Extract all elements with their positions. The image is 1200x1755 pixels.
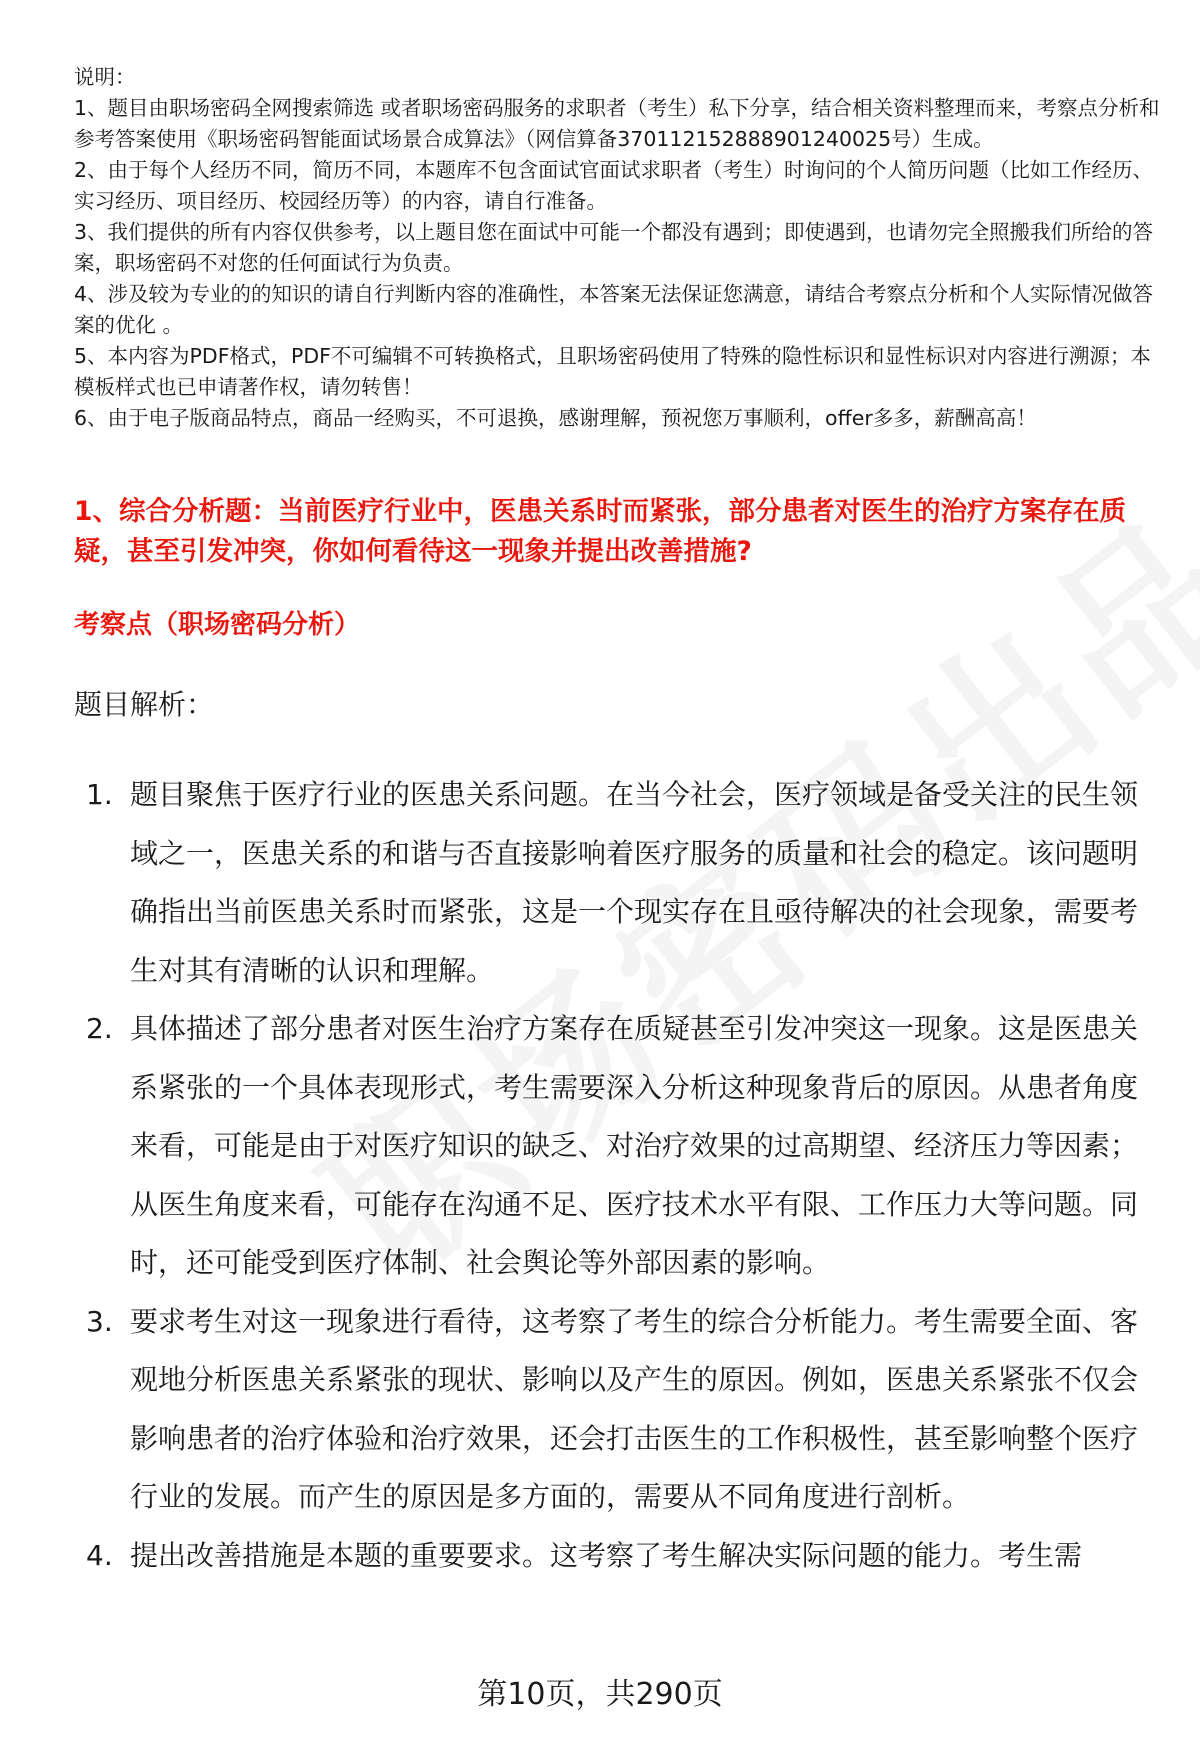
note-item: 1、题目由职场密码全网搜索筛选 或者职场密码服务的求职者（考生）私下分享，结合相关资料整理而来，考察点分析和参考答案使用《职场密码智能面试场景合成算法》（网信算备370112152888901240025号）生成。 <box>74 96 1160 151</box>
item-text: 具体描述了部分患者对医生治疗方案存在质疑甚至引发冲突这一现象。这是医患关系紧张的一个具体表现形式，考生需要深入分析这种现象背后的原因。从患者角度来看，可能是由于对医疗知识的缺乏、对治疗效果的过高期望、经济压力等因素；从医生角度来看，可能存在沟通不足、医疗技术水平有限、工作压力大等问题。同时，还可能受到医疗体制、社会舆论等外部因素的影响。 <box>130 1012 1139 1279</box>
item-text: 提出改善措施是本题的重要要求。这考察了考生解决实际问题的能力。考生需 <box>130 1538 1083 1572</box>
note-item: 5、本内容为PDF格式，PDF不可编辑不可转换格式，且职场密码使用了特殊的隐性标识和显性标识对内容进行溯源；本模板样式也已申请著作权，请勿转售！ <box>74 344 1151 399</box>
page-number: 第10页，共290页 <box>477 1677 723 1712</box>
analysis-list <box>74 766 1154 1585</box>
notes-heading: 说明： <box>74 65 136 89</box>
note-item: 2、由于每个人经历不同，简历不同，本题库不包含面试官面试求职者（考生）时询问的个人简历问题（比如工作经历、实习经历、项目经历、校园经历等）的内容，请自行准备。 <box>74 158 1154 213</box>
item-number: 1. <box>86 778 113 811</box>
note-item: 3、我们提供的所有内容仅供参考，以上题目您在面试中可能一个都没有遇到；即使遇到，也请勿完全照搬我们所给的答案，职场密码不对您的任何面试行为负责。 <box>74 220 1154 275</box>
item-text: 要求考生对这一现象进行看待，这考察了考生的综合分析能力。考生需要全面、客观地分析医患关系紧张的现状、影响以及产生的原因。例如，医患关系紧张不仅会影响患者的治疗体验和治疗效果，还会打击医生的工作积极性，甚至影响整个医疗行业的发展。而产生的原因是多方面的，需要从不同角度进行剖析。 <box>130 1304 1139 1513</box>
question-title: 1、综合分析题：当前医疗行业中，医患关系时而紧张，部分患者对医生的治疗方案存在质疑，甚至引发冲突，你如何看待这一现象并提出改善措施? <box>74 496 1126 567</box>
list-item <box>74 1000 1154 1293</box>
disclaimer-notes <box>74 62 1164 434</box>
list-item <box>74 1527 1154 1586</box>
analysis-label: 题目解析： <box>74 688 215 721</box>
list-item <box>74 1293 1154 1527</box>
note-item: 4、涉及较为专业的的知识的请自行判断内容的准确性，本答案无法保证您满意，请结合考察点分析和个人实际情况做答案的优化 。 <box>74 282 1154 337</box>
section-title: 考察点（职场密码分析） <box>74 610 361 640</box>
item-number: 2. <box>86 1012 113 1045</box>
item-number: 4. <box>86 1538 113 1572</box>
item-number: 3. <box>86 1304 113 1338</box>
list-item <box>74 766 1154 1000</box>
item-text: 题目聚焦于医疗行业的医患关系问题。在当今社会，医疗领域是备受关注的民生领域之一，医患关系的和谐与否直接影响着医疗服务的质量和社会的稳定。该问题明确指出当前医患关系时而紧张，这是一个现实存在且亟待解决的社会现象，需要考生对其有清晰的认识和理解。 <box>130 778 1139 987</box>
note-item: 6、由于电子版商品特点，商品一经购买，不可退换，感谢理解，预祝您万事顺利，offer多多，薪酬高高！ <box>74 406 1037 430</box>
